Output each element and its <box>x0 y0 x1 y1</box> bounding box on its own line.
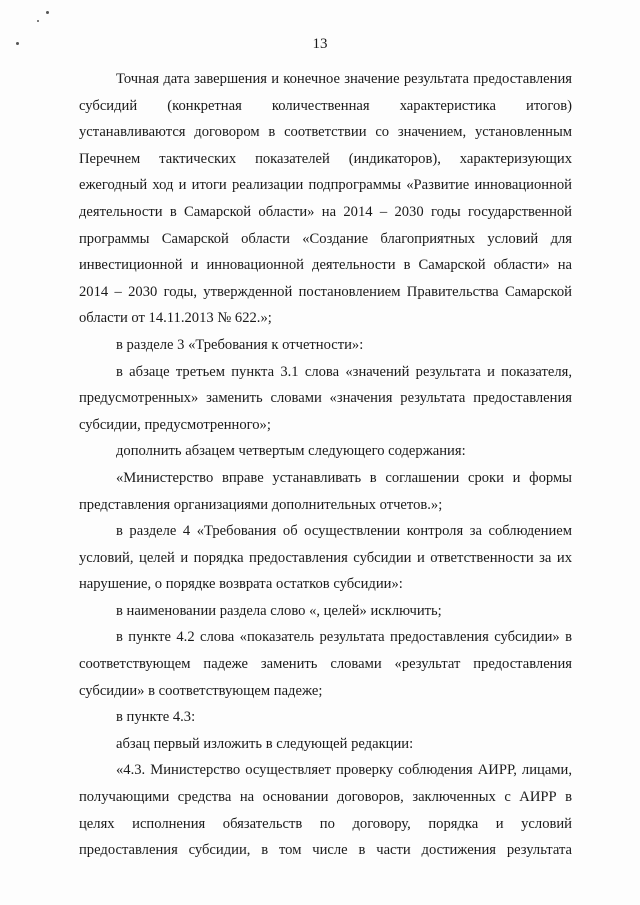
scan-speck <box>46 11 49 14</box>
paragraph: в разделе 4 «Требования об осуществлении контроля за соблюдением условий, целей и порядка предоставления субсидии и ответственности за их нарушение, о порядке возврата остатков субсидии»: <box>79 523 572 593</box>
paragraph: дополнить абзацем четвертым следующего содержания: <box>116 443 466 460</box>
document-body <box>79 66 572 864</box>
paragraph: в разделе 3 «Требования к отчетности»: <box>116 336 364 353</box>
paragraph: «Министерство вправе устанавливать в соглашении сроки и формы представления организациями дополнительных отчетов.»; <box>79 469 572 513</box>
paragraph: абзац первый изложить в следующей редакции: <box>116 735 414 752</box>
paragraph: «4.3. Министерство осуществляет проверку соблюдения АИРР, лицами, получающими средства на основании договоров, заключенных с АИРР в целях исполнения обязательств по договору, порядка и условий предоставления субсидии, в том числе в части достижения результата <box>79 762 572 859</box>
paragraph: в наименовании раздела слово «, целей» исключить; <box>116 602 442 619</box>
paragraph: в пункте 4.3: <box>116 709 196 726</box>
page-number: 13 <box>312 36 328 52</box>
scan-speck <box>37 20 39 22</box>
paragraph: в пункте 4.2 слова «показатель результата предоставления субсидии» в соответствующем падеже заменить словами «результат предоставления субсидии» в соответствующем падеже; <box>79 629 572 699</box>
paragraph: в абзаце третьем пункта 3.1 слова «значений результата и показателя, предусмотренных» заменить словами «значения результата предоставления субсидии, предусмотренного»; <box>79 363 572 433</box>
paragraph: Точная дата завершения и конечное значение результата предоставления субсидий (конкретная количественная характеристика итогов) устанавливаются договором в соответствии со значением, установленным Перечнем тактических показателей (индикаторов), характеризующих ежегодный ход и итоги реализации подпрограммы «Развитие инновационной деятельности в Самарской области» на 2014 – 2030 годы государственной программы Самарской области «Создание благоприятных условий для инвестиционной и инновационной деятельности в Самарской области» на 2014 – 2030 годы, утвержденной постановлением Правительства Самарской области от 14.11.2013 № 622.»; <box>79 71 572 327</box>
